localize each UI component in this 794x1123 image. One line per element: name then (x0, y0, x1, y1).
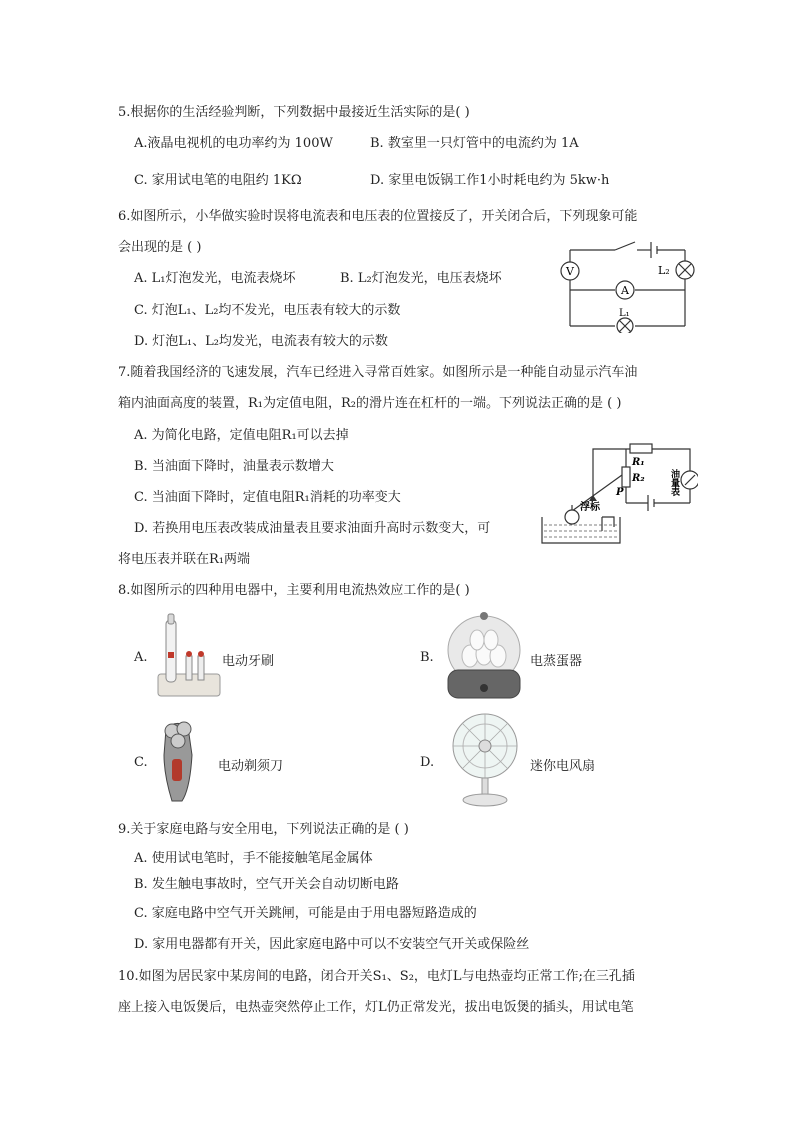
q6-l2-label: L₂ (658, 264, 670, 277)
q5-option-a: A.液晶电视机的电功率约为 100W (134, 136, 333, 151)
q5-option-b: B. 教室里一只灯管中的电流约为 1A (370, 136, 579, 151)
q9-option-c: C. 家庭电路中空气开关跳闸，可能是由于用电器短路造成的 (134, 906, 477, 921)
q7-stem-line2: 箱内油面高度的装置，R₁为定值电阻，R₂的滑片连在杠杆的一端。下列说法正确的是 ( ) (118, 396, 622, 411)
q8-option-d-name: 迷你电风扇 (530, 759, 596, 774)
q7-float-label: 浮标 (580, 502, 600, 513)
q8-option-c-letter: C. (134, 755, 148, 770)
q8-option-b-name: 电蒸蛋器 (530, 654, 583, 669)
q6-ammeter-label: A (621, 284, 629, 297)
q8-option-b-letter: B. (420, 650, 434, 665)
q9-stem: 9.关于家庭电路与安全用电，下列说法正确的是 ( ) (118, 822, 409, 837)
q7-fuel-gauge-diagram (538, 435, 698, 547)
q6-circuit-diagram (555, 238, 700, 333)
q7-r1-label: R₁ (632, 457, 645, 468)
q6-option-d: D. 灯泡L₁、L₂均发光，电流表有较大的示数 (134, 334, 388, 349)
q9-option-a: A. 使用试电笔时，手不能接触笔尾金属体 (134, 851, 373, 866)
q7-option-d-line2: 将电压表并联在R₁两端 (118, 552, 250, 567)
egg-steamer-image (440, 610, 528, 702)
q10-stem-line2: 座上接入电饭煲后，电热壶突然停止工作，灯L仍正常发光，拔出电饭煲的插头，用试电笔 (118, 1000, 634, 1015)
q6-option-c: C. 灯泡L₁、L₂均不发光，电压表有较大的示数 (134, 303, 401, 318)
q8-option-c-name: 电动剃须刀 (218, 759, 284, 774)
q9-option-d: D. 家用电器都有开关，因此家庭电路中可以不安装空气开关或保险丝 (134, 937, 530, 952)
q6-stem-line2: 会出现的是 ( ) (118, 240, 202, 255)
q6-l1-label: L₁ (619, 308, 630, 319)
electric-toothbrush-image (152, 612, 224, 704)
electric-shaver-image (152, 715, 202, 807)
q5-option-c: C. 家用试电笔的电阻约 1KΩ (134, 173, 302, 188)
q7-slider-label: P (616, 487, 624, 498)
q7-meter-label: 油量表 (669, 469, 679, 496)
q7-option-d-line1: D. 若换用电压表改装成油量表且要求油面升高时示数变大，可 (134, 521, 491, 536)
mini-fan-image (445, 712, 525, 808)
q7-option-c: C. 当油面下降时，定值电阻R₁消耗的功率变大 (134, 490, 401, 505)
q7-option-a: A. 为简化电路，定值电阻R₁可以去掉 (134, 428, 349, 443)
q5-stem: 5.根据你的生活经验判断，下列数据中最接近生活实际的是( ) (118, 105, 470, 120)
q10-stem-line1: 10.如图为居民家中某房间的电路，闭合开关S₁、S₂，电灯L与电热壶均正常工作;在三孔插 (118, 969, 635, 984)
q8-option-a-letter: A. (134, 650, 148, 665)
q6-option-a: A. L₁灯泡发光，电流表烧坏 (134, 271, 296, 286)
q7-option-b: B. 当油面下降时，油量表示数增大 (134, 459, 334, 474)
q8-option-d-letter: D. (420, 755, 435, 770)
q7-r2-label: R₂ (632, 473, 645, 484)
q6-stem-line1: 6.如图所示，小华做实验时误将电流表和电压表的位置接反了，开关闭合后，下列现象可能 (118, 209, 638, 224)
q8-stem: 8.如图所示的四种用电器中，主要利用电流热效应工作的是( ) (118, 583, 470, 598)
q6-option-b: B. L₂灯泡发光，电压表烧坏 (340, 271, 502, 286)
q6-voltmeter-label: V (566, 265, 574, 278)
q5-option-d: D. 家里电饭锅工作1小时耗电约为 5kw·h (370, 173, 610, 188)
q7-stem-line1: 7.随着我国经济的飞速发展，汽车已经进入寻常百姓家。如图所示是一种能自动显示汽车油 (118, 365, 638, 380)
q8-option-a-name: 电动牙刷 (222, 654, 275, 669)
q9-option-b: B. 发生触电事故时，空气开关会自动切断电路 (134, 877, 399, 892)
